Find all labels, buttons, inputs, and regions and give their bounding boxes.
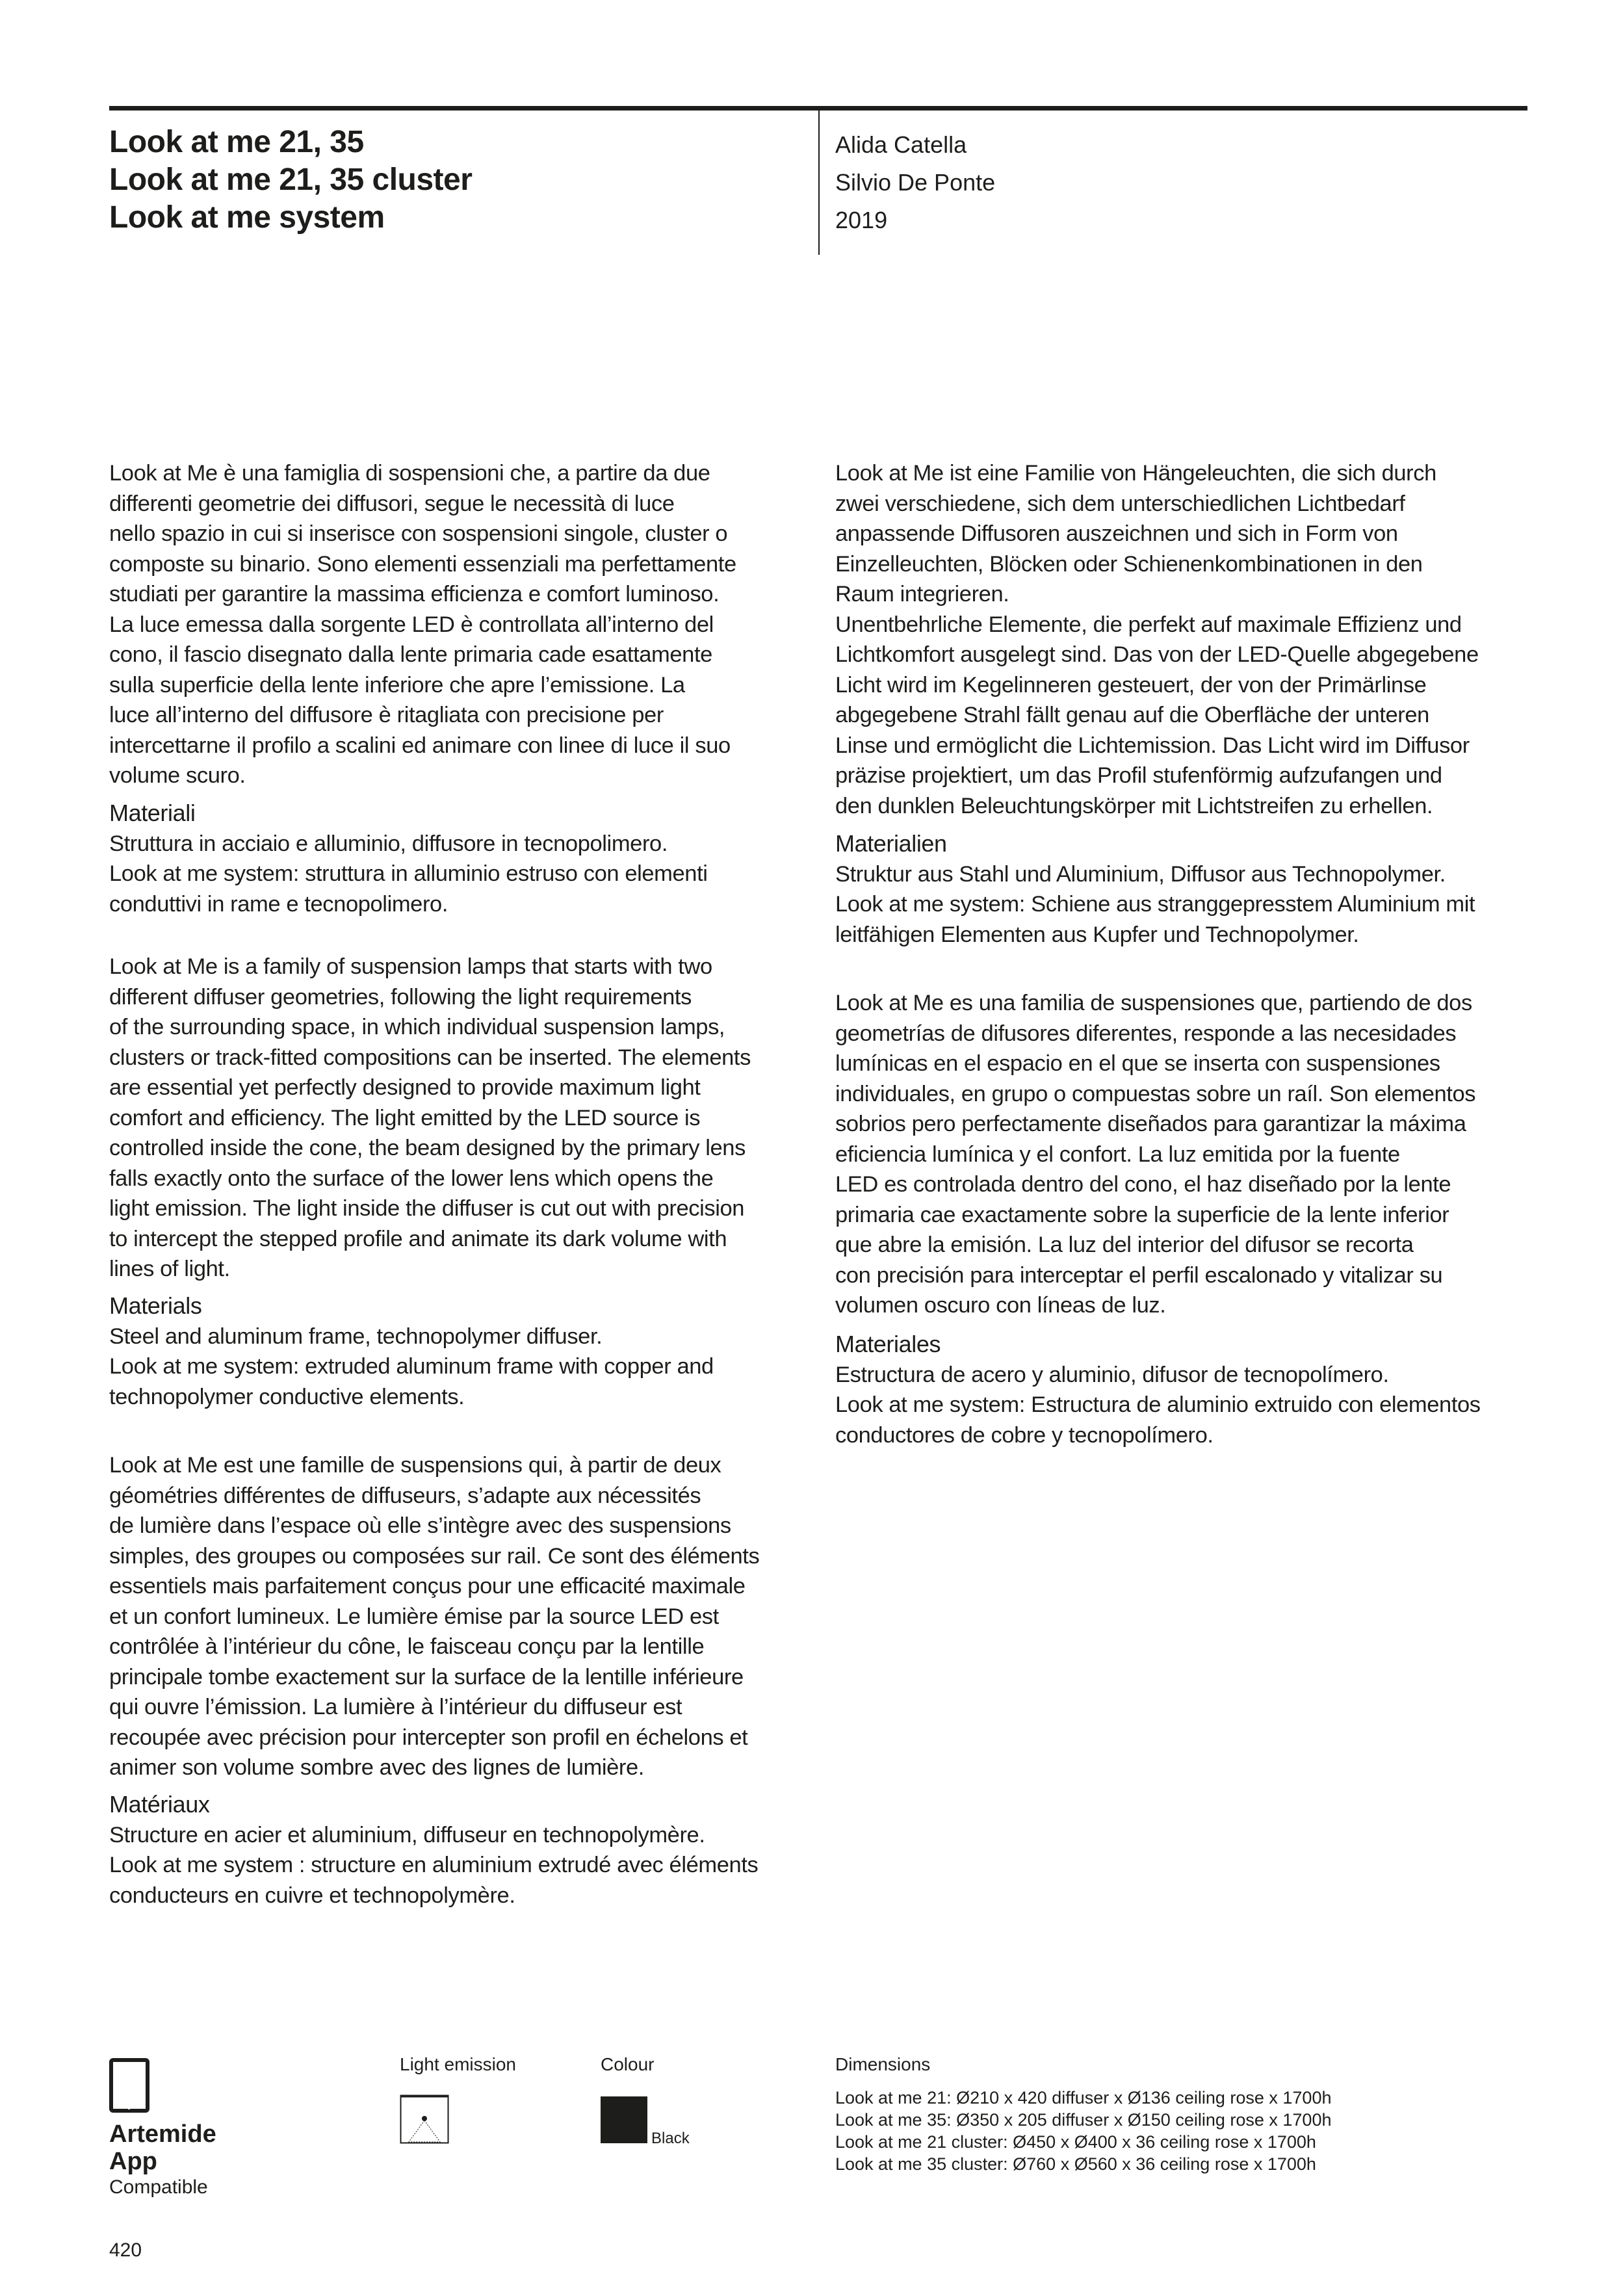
header-divider [818,108,820,255]
smartphone-icon [109,2058,149,2113]
materials-es [835,1329,1481,1450]
text-line: clusters or track-fitted compositions can be inserted. The elements [109,1045,751,1070]
materials-it [109,798,708,919]
text-line: different diffuser geometries, following the light requirements [109,984,692,1010]
text-line: light emission. The light inside the diffuser is cut out with precision [109,1196,745,1221]
text-line: Look at me system: Schiene aus stranggepresstem Aluminium mit [835,892,1475,917]
text-line: La luce emessa dalla sorgente LED è controllata all’interno del [109,612,714,637]
text-line: LED es controlada dentro del cono, el haz diseñado por la lente [835,1172,1451,1197]
text-line: are essential yet perfectly designed to provide maximum light [109,1075,701,1100]
description-fr [109,1450,759,1783]
description-de [835,458,1479,821]
text-line: Look at Me est une famille de suspensions qui, à partir de deux [109,1453,721,1478]
text-line: sulla superficie della lente inferiore che apre l’emissione. La [109,672,685,698]
dimensions-label: Dimensions [835,2054,931,2074]
text-line: lumínicas en el espacio en el que se inserta con suspensiones [835,1051,1440,1076]
section-heading: Materiali [109,800,196,826]
text-line: falls exactly onto the surface of the lower lens which opens the [109,1166,714,1191]
text-line: Lichtkomfort ausgelegt sind. Das von der LED-Quelle abgegebene [835,642,1479,667]
text-line: conduttivi in rame e tecnopolimero. [109,891,448,917]
text-line: intercettarne il profilo a scalini ed animare con linee di luce il suo [109,733,731,758]
dimension-line: Look at me 21 cluster: Ø450 x Ø400 x 36 ceiling rose x 1700h [835,2132,1316,2152]
text-line: anpassende Diffusoren auszeichnen und sich in Form von [835,521,1398,546]
section-heading: Materialien [835,830,947,857]
dimension-line: Look at me 35 cluster: Ø760 x Ø560 x 36 ceiling rose x 1700h [835,2154,1316,2174]
text-line: den dunklen Beleuchtungskörper mit Lichtstreifen zu erhellen. [835,793,1433,818]
text-line: Steel and aluminum frame, technopolymer diffuser. [109,1324,603,1349]
text-line: individuales, en grupo o compuestas sobre un raíl. Son elementos [835,1081,1476,1106]
section-heading: Materiales [835,1331,941,1357]
text-line: recoupée avec précision pour intercepter son profil en échelons et [109,1725,748,1750]
app-title-line: App [109,2148,157,2175]
text-line: technopolymer conductive elements. [109,1384,465,1409]
text-line: controlled inside the cone, the beam designed by the primary lens [109,1136,746,1160]
text-line: geometrías de difusores diferentes, responde a las necesidades [835,1021,1457,1046]
text-line: Look at me system: extruded aluminum frame with copper and [109,1354,714,1379]
text-line: Look at Me es una familia de suspensiones que, partiendo de dos [835,991,1472,1015]
text-line: Structure en acier et aluminium, diffuseur en technopolymère. [109,1822,705,1847]
text-line: zwei verschiedene, sich dem unterschiedlichen Lichtbedarf [835,491,1405,516]
text-line: lines of light. [109,1257,230,1281]
text-line: Look at me system: Estructura de aluminio extruido con elementos [835,1392,1481,1417]
text-line: Struttura in acciaio e alluminio, diffusore in tecnopolimero. [109,831,668,856]
text-line: volumen oscuro con líneas de luz. [835,1293,1166,1318]
text-line: Unentbehrliche Elemente, die perfekt auf maximale Effizienz und [835,612,1462,637]
text-line: simples, des groupes ou composées sur rail. Ce sont des éléments [109,1543,760,1569]
text-line: qui ouvre l’émission. La lumière à l’intérieur du diffuseur est [109,1695,682,1719]
text-line: luce all’interno del diffusore è ritagliata con precisione per [109,703,664,727]
text-line: Raum integrieren. [835,582,1009,607]
downlight-emission-icon [400,2094,449,2144]
text-line: Struktur aus Stahl und Aluminium, Diffusor aus Technopolymer. [835,861,1446,887]
page-number: 420 [109,2239,142,2261]
dimension-line: Look at me 35: Ø350 x 205 diffuser x Ø150 ceiling rose x 1700h [835,2110,1332,2130]
text-line: contrôlée à l’intérieur du cône, le faisceau conçu par la lentille [109,1634,705,1659]
designer-name: Silvio De Ponte [835,169,996,196]
light-emission-label: Light emission [400,2054,516,2074]
product-title: Look at me 21, 35 [109,125,364,159]
text-line: studiati per garantire la massima efficienza e comfort luminoso. [109,582,720,607]
designer-name: Alida Catella [835,131,967,158]
materials-de [835,829,1475,950]
text-line: sobrios pero perfectamente diseñados para garantizar la máxima [835,1112,1466,1136]
dimensions-list [835,2087,1331,2175]
description-es [835,988,1475,1321]
product-title: Look at me system [109,200,385,235]
text-line: Look at me system : structure en aluminium extrudé avec éléments [109,1853,759,1877]
text-line: essentiels mais parfaitement conçus pour une efficacité maximale [109,1574,746,1598]
text-line: nello spazio in cui si inserisce con sospensioni singole, cluster o [109,521,728,546]
section-heading: Materials [109,1292,202,1319]
dimension-line: Look at me 21: Ø210 x 420 diffuser x Ø136 ceiling rose x 1700h [835,2088,1332,2107]
product-titles [109,124,472,237]
text-line: animer son volume sombre avec des lignes de lumière. [109,1755,644,1780]
colour-label: Colour [601,2054,655,2074]
text-line: composte su binario. Sono elementi essenziali ma perfettamente [109,551,736,577]
text-line: Look at Me is a family of suspension lamps that starts with two [109,954,712,979]
app-title-line: Artemide [109,2120,216,2148]
text-line: of the surrounding space, in which individual suspension lamps, [109,1015,725,1039]
app-subtitle: Compatible [109,2176,208,2198]
text-line: conducteurs en cuivre et technopolymère. [109,1883,515,1908]
text-line: präzise projektiert, um das Profil stufenförmig aufzufangen und [835,763,1442,788]
text-line: primaria cae exactamente sobre la superficie de la lente inferior [835,1202,1449,1227]
text-line: eficiencia lumínica y el confort. La luz emitida por la fuente [835,1141,1400,1167]
text-line: Estructura de acero y aluminio, difusor de tecnopolímero. [835,1362,1389,1387]
colour-swatch-label: Black [651,2130,690,2147]
text-line: principale tombe exactement sur la surface de la lentille inférieure [109,1664,744,1689]
text-line: differenti geometrie dei diffusori, segue le necessità di luce [109,491,675,516]
text-line: Linse und ermöglicht die Lichtemission. Das Licht wird im Diffusor [835,733,1470,758]
colour-swatch-black [601,2096,647,2143]
text-line: de lumière dans l’espace où elle s’intègre avec des suspensions [109,1513,731,1538]
text-line: cono, il fascio disegnato dalla lente primaria cade esattamente [109,642,712,667]
description-it [109,458,736,791]
text-line: Einzelleuchten, Blöcken oder Schienenkombinationen in den [835,551,1423,577]
text-line: con precisión para interceptar el perfil escalonado y vitalizar su [835,1262,1443,1288]
text-line: comfort and efficiency. The light emitted by the LED source is [109,1105,701,1130]
text-line: Look at Me ist eine Familie von Hängeleuchten, die sich durch [835,461,1436,486]
text-line: volume scuro. [109,763,246,788]
designer-credits [835,126,995,239]
text-line: Look at me system: struttura in alluminio estruso con elementi [109,861,708,886]
text-line: to intercept the stepped profile and animate its dark volume with [109,1226,727,1251]
text-line: Licht wird im Kegelinneren gesteuert, der von der Primärlinse [835,672,1427,698]
text-line: que abre la emisión. La luz del interior del difusor se recorta [835,1233,1414,1257]
year: 2019 [835,207,888,233]
product-title: Look at me 21, 35 cluster [109,163,473,197]
app-title [109,2120,216,2175]
materials-en [109,1291,714,1412]
text-line: abgegebene Strahl fällt genau auf die Oberfläche der unteren [835,703,1429,727]
text-line: conductores de cobre y tecnopolímero. [835,1422,1214,1448]
section-heading: Matériaux [109,1791,210,1818]
description-en [109,952,751,1285]
materials-fr [109,1790,758,1911]
text-line: Look at Me è una famiglia di sospensioni che, a partire da due [109,461,710,486]
text-line: géométries différentes de diffuseurs, s’adapte aux nécessités [109,1483,701,1508]
text-line: et un confort lumineux. Le lumière émise par la source LED est [109,1604,719,1629]
text-line: leitfähigen Elementen aus Kupfer und Technopolymer. [835,922,1359,947]
